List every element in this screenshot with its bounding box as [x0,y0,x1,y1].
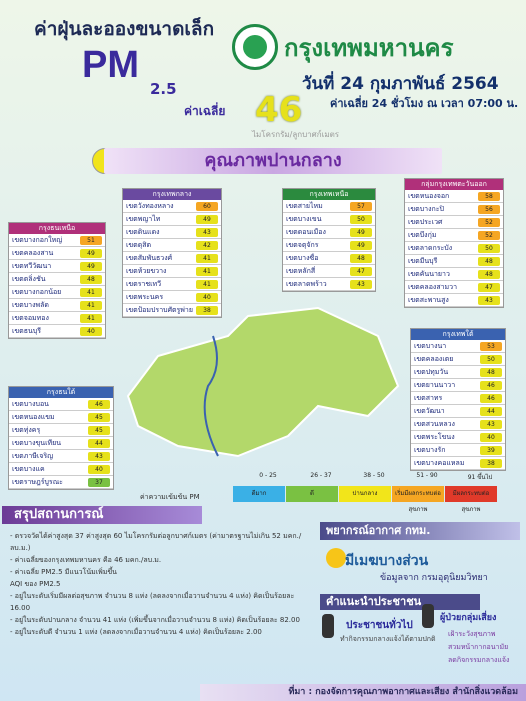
scale-level: เริ่มมีผลกระทบต่อสุขภาพ [392,486,444,502]
district-name: เขตบางกะปิ [408,204,444,213]
district-value: 43 [480,420,502,429]
district-value: 56 [478,205,500,214]
zone-south-thon [8,386,114,490]
district-value: 38 [196,306,218,315]
district-name: เขตปทุมวัน [414,367,449,376]
district-value: 52 [478,231,500,240]
scale-range: 0 - 25 [259,472,277,479]
footer-source: ที่มา : กองจัดการคุณภาพอากาศและเสียง สำนักสิ่งแวดล้อม [200,684,526,701]
district-row [411,340,505,353]
risk-line: สวมหน้ากากอนามัย [448,643,509,651]
district-row [123,278,221,291]
district-row [283,200,375,213]
district-name: เขตบางกอกน้อย [12,287,62,296]
district-row [9,437,113,450]
district-value: 53 [480,342,502,351]
district-value: 60 [196,202,218,211]
district-name: เขตราชเทวี [126,279,162,288]
district-name: เขตป้อมปราบศัตรูพ่าย [126,305,193,314]
advice-title: คำแนะนำประชาชน [320,594,480,610]
district-row [405,190,503,203]
district-value: 41 [80,288,102,297]
district-value: 43 [196,228,218,237]
district-row [411,457,505,470]
district-name: เขตจตุจักร [286,240,319,249]
district-name: เขตคลองสามวา [408,282,457,291]
scale-range: 26 - 37 [310,472,332,479]
district-row [405,229,503,242]
district-value: 40 [80,327,102,336]
district-value: 41 [80,314,102,323]
pm-scale [230,472,506,482]
forecast-title: พยากรณ์อากาศ กทม. [320,522,520,540]
district-value: 44 [480,407,502,416]
district-name: เขตวังทองหลาง [126,201,174,210]
summary-line: - อยู่ในระดับปานกลาง จำนวน 41 แห่ง (เพิ่มขึ้นจากเมื่อวานจำนวน 8 แห่ง) คิดเป็นร้อยละ 82.00 [10,616,300,624]
district-row [283,265,375,278]
district-name: เขตดินแดง [126,227,160,236]
advice-risk-text [448,628,509,667]
advice-general-text: ทำกิจกรรมกลางแจ้งได้ตามปกติ [340,635,436,643]
district-value: 50 [478,244,500,253]
district-name: เขตภาษีเจริญ [12,451,54,460]
district-row [123,213,221,226]
walker-icon [322,614,334,638]
district-row [405,281,503,294]
zone-title: กรุงเทพกลาง [123,189,221,200]
district-name: เขตบึงกุ่ม [408,230,437,239]
district-value: 52 [478,218,500,227]
district-row [9,424,113,437]
district-name: เขตตลิ่งชัน [12,274,46,283]
district-name: เขตพญาไท [126,214,161,223]
district-value: 48 [350,254,372,263]
district-name: เขตพระโขนง [414,432,455,441]
district-row [9,450,113,463]
district-name: เขตบางรัก [414,445,446,454]
district-value: 49 [350,228,372,237]
district-row [411,431,505,444]
district-name: เขตจอมทอง [12,313,49,322]
district-row [405,242,503,255]
scale-range: 51 - 90 [416,472,438,479]
district-value: 37 [88,478,110,487]
district-name: เขตพระนคร [126,292,164,301]
district-row [123,200,221,213]
district-row [9,398,113,411]
district-row [9,234,105,247]
district-row [123,252,221,265]
district-name: เขตดอนเมือง [286,227,326,236]
district-name: เขตบางบอน [12,399,49,408]
district-name: เขตบางเขน [286,214,322,223]
district-value: 46 [480,381,502,390]
district-row [123,226,221,239]
district-name: เขตคลองเตย [414,354,454,363]
district-name: เขตบางคอแหลม [414,458,465,467]
zone-north-thon [8,222,106,339]
district-name: เขตบางพลัด [12,300,49,309]
average-label: ค่าเฉลี่ย [184,104,226,118]
district-row [411,444,505,457]
district-value: 48 [478,257,500,266]
bangkok-map [118,296,418,466]
zone-title: กลุ่มกรุงเทพตะวันออก [405,179,503,190]
district-row [9,286,105,299]
org-name: กรุงเทพมหานคร [284,34,454,62]
sun-icon [326,548,346,568]
advice-risk: ผู้ป่วยกลุ่มเสี่ยง [440,613,497,623]
weather-text: มีเมฆบางส่วน [345,553,429,569]
district-row [9,463,113,476]
district-value: 41 [196,280,218,289]
quality-banner: คุณภาพปานกลาง [104,148,442,174]
district-value: 41 [196,267,218,276]
district-name: เขตหนองแขม [12,412,55,421]
average-time: ค่าเฉลี่ย 24 ชั่วโมง ณ เวลา 07:00 น. [330,97,519,110]
district-value: 49 [80,262,102,271]
district-name: เขตทุ่งครุ [12,425,41,434]
average-unit: ไมโครกรัม/ลูกบาศก์เมตร [252,130,340,139]
summary-line: - อยู่ในระดับดี จำนวน 1 แห่ง (ลดลงจากเมื่อวานจำนวน 4 แห่ง) คิดเป็นร้อยละ 2.00 [10,628,262,636]
district-row [411,392,505,405]
district-row [9,325,105,338]
district-value: 48 [80,275,102,284]
scale-level: ปานกลาง [339,486,391,502]
weather-source: ข้อมูลจาก กรมอุตุนิยมวิทยา [380,573,488,583]
district-row [405,268,503,281]
zone-title: กรุงธนใต้ [9,387,113,398]
district-value: 48 [480,368,502,377]
district-name: เขตมีนบุรี [408,256,438,265]
district-name: เขตสาทร [414,393,443,402]
district-value: 47 [478,283,500,292]
bma-seal-logo [232,24,278,70]
district-name: เขตคันนายาว [408,269,450,278]
district-row [405,216,503,229]
risk-line: ลดกิจกรรมกลางแจ้ง [448,656,510,664]
district-name: เขตหนองจอก [408,191,450,200]
district-value: 58 [478,192,500,201]
district-name: เขตคลองสาน [12,248,54,257]
scale-level: ดี [286,486,338,502]
district-value: 45 [88,413,110,422]
district-row [283,252,375,265]
district-name: เขตประเวศ [408,217,443,226]
district-name: เขตบางขุนเทียน [12,438,61,447]
district-value: 46 [88,400,110,409]
advice-general: ประชาชนทั่วไป [346,620,413,631]
district-row [9,299,105,312]
district-name: เขตบางซื่อ [286,253,319,262]
district-name: เขตยานนาวา [414,380,456,389]
district-value: 49 [80,249,102,258]
district-row [411,353,505,366]
district-row [9,260,105,273]
district-row [123,239,221,252]
district-row [405,203,503,216]
district-row [283,213,375,226]
district-name: เขตลาดพร้าว [286,279,327,288]
district-row [411,418,505,431]
district-name: เขตบางแค [12,464,45,473]
district-row [283,278,375,291]
district-value: 39 [480,446,502,455]
district-value: 40 [88,465,110,474]
district-row [405,294,503,307]
district-name: เขตทวีวัฒนา [12,261,52,270]
district-value: 44 [88,439,110,448]
district-value: 38 [480,459,502,468]
summary-line: - อยู่ในระดับเริ่มมีผลต่อสุขภาพ จำนวน 8 แห่ง (ลดลงจากเมื่อวานจำนวน 4 แห่ง) คิดเป็นร้อยละ 16.00 [10,592,295,612]
district-row [9,273,105,286]
district-value: 57 [350,202,372,211]
district-name: เขตสะพานสูง [408,295,449,304]
average-value: 46 [255,90,303,130]
district-value: 41 [196,254,218,263]
district-name: เขตดุสิต [126,240,152,249]
district-row [411,379,505,392]
district-row [411,366,505,379]
district-value: 40 [196,293,218,302]
district-value: 43 [350,280,372,289]
district-name: เขตสายไหม [286,201,323,210]
district-value: 48 [478,270,500,279]
district-value: 49 [196,215,218,224]
district-value: 46 [480,394,502,403]
district-value: 50 [480,355,502,364]
scale-legend [232,486,497,513]
pm-sub-label: 2.5 [150,80,177,98]
district-value: 51 [80,236,102,245]
scale-range: 38 - 50 [363,472,385,479]
scale-range: 91 ขึ้นไป [467,474,493,481]
risk-line: เฝ้าระวังสุขภาพ [448,630,496,638]
district-row [9,476,113,489]
district-row [9,312,105,325]
scale-level: มีผลกระทบต่อสุขภาพ [445,486,497,502]
district-row [283,239,375,252]
summary-line: AQI ของ PM2.5 [10,580,61,588]
district-value: 49 [350,241,372,250]
district-value: 40 [480,433,502,442]
district-name: เขตธนบุรี [12,326,41,335]
district-name: เขตวัฒนา [414,406,445,415]
district-name: เขตลาดกระบัง [408,243,453,252]
scale-level: ดีมาก [233,486,285,502]
report-date: วันที่ 24 กุมภาพันธ์ 2564 [302,74,499,94]
district-row [9,247,105,260]
pm-label: PM [82,44,139,86]
district-value: 47 [350,267,372,276]
district-row [123,265,221,278]
district-name: เขตห้วยขวาง [126,266,167,275]
zone-title: กรุงเทพใต้ [411,329,505,340]
summary-text [10,530,310,638]
zone-north [282,188,376,292]
summary-line: - ตรวจวัดได้ค่าสูงสุด 37 ค่าสูงสุด 60 ไมโครกรัมต่อลูกบาศก์เมตร (ค่ามาตรฐานไม่เกิน 52 มคก./ลบ.ม.) [10,532,302,552]
elder-icon [422,604,434,628]
district-value: 42 [196,241,218,250]
district-name: เขตหลักสี่ [286,266,316,275]
district-value: 45 [88,426,110,435]
district-name: เขตสวนหลวง [414,419,455,428]
zone-title: กรุงเทพเหนือ [283,189,375,200]
district-value: 43 [478,296,500,305]
district-value: 41 [80,301,102,310]
zone-east [404,178,504,308]
summary-line: - ค่าเฉลี่ย PM2.5 มีแนวโน้มเพิ่มขึ้น [10,568,117,576]
district-value: 43 [88,452,110,461]
district-row [405,255,503,268]
district-row [9,411,113,424]
district-name: เขตสัมพันธวงศ์ [126,253,173,262]
zone-south [410,328,506,471]
zone-title: กรุงธนเหนือ [9,223,105,234]
summary-title: สรุปสถานการณ์ [2,506,202,524]
scale-label: ค่าความเข้มข้น PM [140,493,200,501]
summary-line: - ค่าเฉลี่ยของกรุงเทพมหานคร คือ 46 มคก./ลบ.ม. [10,556,162,564]
district-name: เขตบางกอกใหญ่ [12,235,63,244]
district-row [283,226,375,239]
district-row [411,405,505,418]
district-value: 50 [350,215,372,224]
district-name: เขตบางนา [414,341,447,350]
district-name: เขตราษฎร์บูรณะ [12,477,63,486]
page-title: ค่าฝุ่นละอองขนาดเล็ก [34,18,215,40]
